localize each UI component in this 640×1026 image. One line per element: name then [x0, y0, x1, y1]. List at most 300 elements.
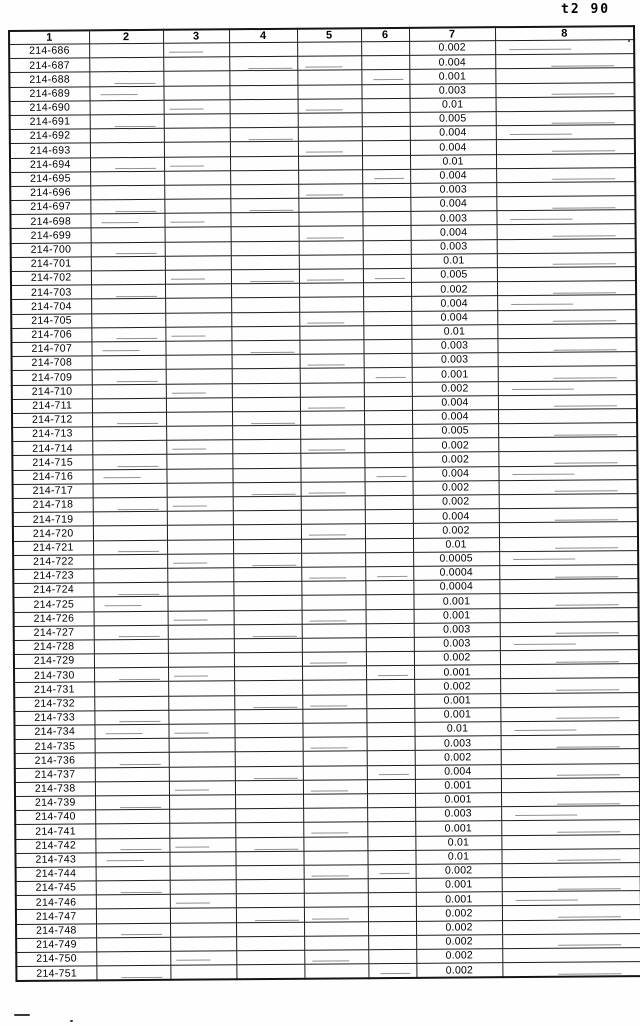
empty-cell	[169, 752, 235, 767]
empty-cell	[164, 100, 230, 115]
empty-cell	[230, 184, 298, 199]
specimen-id: 214-695	[10, 172, 90, 187]
empty-cell	[499, 536, 638, 551]
empty-cell	[169, 795, 235, 810]
empty-cell	[302, 709, 366, 724]
empty-cell	[229, 42, 297, 57]
empty-cell	[163, 43, 229, 58]
empty-cell	[169, 780, 235, 795]
specimen-id: 214-729	[14, 654, 94, 669]
empty-cell	[297, 70, 361, 85]
empty-cell	[498, 437, 637, 452]
empty-cell	[169, 809, 235, 824]
empty-cell	[363, 283, 411, 298]
empty-cell	[495, 54, 634, 69]
empty-cell	[91, 341, 165, 356]
empty-cell	[304, 921, 368, 936]
empty-cell	[501, 735, 640, 750]
empty-cell	[93, 568, 167, 583]
measurement-value: 0.003	[412, 353, 498, 368]
empty-cell	[367, 822, 415, 837]
empty-cell	[299, 325, 363, 340]
measurement-value: 0.002	[409, 41, 495, 56]
empty-cell	[230, 198, 298, 213]
empty-cell	[229, 85, 297, 100]
specimen-id: 214-705	[11, 313, 91, 328]
specimen-id: 214-696	[10, 186, 90, 201]
empty-cell	[166, 454, 232, 469]
specimen-id: 214-726	[14, 611, 94, 626]
empty-cell	[93, 582, 167, 597]
specimen-id: 214-716	[12, 469, 92, 484]
empty-cell	[497, 309, 636, 324]
empty-cell	[234, 638, 302, 653]
empty-cell	[362, 183, 410, 198]
measurement-value: 0.005	[410, 112, 496, 127]
empty-cell	[92, 384, 166, 399]
empty-cell	[234, 709, 302, 724]
measurement-value: 0.01	[413, 537, 499, 552]
empty-cell	[165, 256, 231, 271]
empty-cell	[92, 441, 166, 456]
empty-cell	[498, 408, 637, 423]
measurement-value: 0.001	[414, 693, 500, 708]
empty-cell	[233, 539, 301, 554]
empty-cell	[303, 765, 367, 780]
empty-cell	[236, 908, 304, 923]
measurement-value: 0.002	[416, 963, 502, 978]
empty-cell	[229, 56, 297, 71]
empty-cell	[302, 652, 366, 667]
empty-cell	[298, 98, 362, 113]
empty-cell	[235, 851, 303, 866]
measurement-value: 0.003	[414, 622, 500, 637]
measurement-value: 0.002	[411, 282, 497, 297]
empty-cell	[169, 851, 235, 866]
empty-cell	[231, 227, 299, 242]
specimen-id: 214-717	[13, 484, 93, 499]
measurement-value: 0.003	[415, 807, 501, 822]
empty-cell	[302, 666, 366, 681]
measurement-value: 0.004	[413, 509, 499, 524]
empty-cell	[502, 862, 640, 877]
empty-cell	[96, 880, 170, 895]
empty-cell	[93, 526, 167, 541]
empty-cell	[170, 880, 236, 895]
empty-cell	[502, 962, 640, 978]
specimen-id: 214-735	[15, 739, 95, 754]
empty-cell	[165, 284, 231, 299]
empty-cell	[298, 198, 362, 213]
measurement-value: 0.002	[412, 381, 498, 396]
specimen-id: 214-749	[16, 938, 96, 953]
empty-cell	[499, 494, 638, 509]
empty-cell	[167, 483, 233, 498]
empty-cell	[365, 510, 413, 525]
empty-cell	[299, 269, 363, 284]
specimen-id: 214-739	[15, 796, 95, 811]
scan-noise	[70, 1020, 73, 1022]
scan-noise	[628, 40, 630, 42]
measurement-value: 0.001	[416, 892, 502, 907]
empty-cell	[230, 99, 298, 114]
empty-cell	[235, 766, 303, 781]
empty-cell	[362, 197, 410, 212]
empty-cell	[91, 284, 165, 299]
empty-cell	[93, 483, 167, 498]
empty-cell	[496, 125, 635, 140]
empty-cell	[366, 722, 414, 737]
measurement-value: 0.004	[409, 55, 495, 70]
specimen-id: 214-697	[10, 200, 90, 215]
empty-cell	[235, 780, 303, 795]
empty-cell	[89, 57, 163, 72]
measurement-value: 0.002	[414, 679, 500, 694]
empty-cell	[234, 695, 302, 710]
empty-cell	[297, 56, 361, 71]
empty-cell	[168, 681, 234, 696]
specimen-id: 214-719	[13, 512, 93, 527]
empty-cell	[94, 696, 168, 711]
measurement-value: 0.001	[414, 665, 500, 680]
measurement-value: 0.01	[415, 849, 501, 864]
empty-cell	[300, 425, 364, 440]
empty-cell	[500, 650, 639, 665]
empty-cell	[233, 567, 301, 582]
measurement-value: 0.004	[410, 140, 496, 155]
empty-cell	[365, 524, 413, 539]
empty-cell	[93, 597, 167, 612]
empty-cell	[168, 710, 234, 725]
empty-cell	[298, 169, 362, 184]
empty-cell	[231, 298, 299, 313]
specimen-id: 214-744	[16, 867, 96, 882]
empty-cell	[166, 440, 232, 455]
empty-cell	[95, 852, 169, 867]
empty-cell	[300, 368, 364, 383]
measurement-value: 0.004	[412, 410, 498, 425]
measurement-value: 0.003	[410, 183, 496, 198]
measurement-value: 0.004	[410, 168, 496, 183]
empty-cell	[366, 680, 414, 695]
empty-cell	[229, 71, 297, 86]
empty-cell	[170, 866, 236, 881]
empty-cell	[236, 879, 304, 894]
empty-cell	[497, 338, 636, 353]
empty-cell	[96, 965, 170, 980]
specimen-id: 214-734	[14, 725, 94, 740]
empty-cell	[501, 806, 640, 821]
specimen-id: 214-688	[9, 72, 89, 87]
empty-cell	[364, 382, 412, 397]
empty-cell	[302, 609, 366, 624]
empty-cell	[165, 227, 231, 242]
empty-cell	[96, 895, 170, 910]
empty-cell	[235, 737, 303, 752]
specimen-id: 214-687	[9, 58, 89, 73]
empty-cell	[96, 866, 170, 881]
specimen-id: 214-723	[13, 569, 93, 584]
empty-cell	[363, 297, 411, 312]
specimen-id: 214-693	[10, 143, 90, 158]
empty-cell	[299, 311, 363, 326]
empty-cell	[170, 894, 236, 909]
empty-cell	[304, 936, 368, 951]
measurement-value: 0.003	[414, 637, 500, 652]
specimen-id: 214-711	[12, 399, 92, 414]
empty-cell	[300, 382, 364, 397]
empty-cell	[169, 823, 235, 838]
empty-cell	[502, 919, 640, 934]
empty-cell	[92, 398, 166, 413]
column-header: 2	[89, 30, 163, 44]
measurement-value: 0.0004	[413, 580, 499, 595]
empty-cell	[168, 695, 234, 710]
empty-cell	[94, 653, 168, 668]
empty-cell	[366, 637, 414, 652]
measurement-value: 0.01	[411, 324, 497, 339]
empty-cell	[299, 340, 363, 355]
empty-cell	[502, 905, 640, 920]
empty-cell	[91, 327, 165, 342]
empty-cell	[93, 554, 167, 569]
measurement-value: 0.002	[416, 906, 502, 921]
empty-cell	[90, 171, 164, 186]
empty-cell	[365, 566, 413, 581]
empty-cell	[91, 242, 165, 257]
empty-cell	[368, 964, 416, 979]
specimen-id: 214-699	[11, 228, 91, 243]
specimen-id: 214-709	[12, 370, 92, 385]
empty-cell	[166, 369, 232, 384]
measurement-value: 0.002	[416, 864, 502, 879]
empty-cell	[169, 837, 235, 852]
empty-cell	[168, 667, 234, 682]
specimen-id: 214-710	[12, 384, 92, 399]
empty-cell	[501, 763, 640, 778]
empty-cell	[498, 380, 637, 395]
empty-cell	[498, 451, 637, 466]
empty-cell	[367, 793, 415, 808]
empty-cell	[298, 184, 362, 199]
measurement-value: 0.01	[410, 154, 496, 169]
measurement-value: 0.01	[410, 97, 496, 112]
empty-cell	[94, 682, 168, 697]
empty-cell	[231, 312, 299, 327]
specimen-id: 214-698	[10, 214, 90, 229]
empty-cell	[502, 877, 640, 892]
empty-cell	[230, 113, 298, 128]
empty-cell	[365, 495, 413, 510]
specimen-id: 214-738	[15, 782, 95, 797]
empty-cell	[499, 479, 638, 494]
empty-cell	[166, 383, 232, 398]
measurement-value: 0.001	[416, 878, 502, 893]
empty-cell	[94, 625, 168, 640]
measurement-value: 0.0005	[413, 551, 499, 566]
measurement-value: 0.002	[416, 949, 502, 964]
empty-cell	[94, 724, 168, 739]
empty-cell	[361, 70, 409, 85]
specimen-id: 214-713	[12, 427, 92, 442]
empty-cell	[233, 496, 301, 511]
specimen-id: 214-745	[16, 881, 96, 896]
empty-cell	[301, 496, 365, 511]
empty-cell	[502, 933, 640, 948]
empty-cell	[163, 57, 229, 72]
empty-cell	[163, 71, 229, 86]
page-label: t2 90	[561, 2, 611, 17]
empty-cell	[92, 370, 166, 385]
empty-cell	[300, 453, 364, 468]
empty-cell	[303, 822, 367, 837]
empty-cell	[164, 185, 230, 200]
measurement-value: 0.001	[415, 821, 501, 836]
measurement-value: 0.002	[412, 452, 498, 467]
column-header: 1	[9, 30, 89, 44]
empty-cell	[363, 226, 411, 241]
empty-cell	[94, 611, 168, 626]
empty-cell	[96, 909, 170, 924]
empty-cell	[235, 823, 303, 838]
empty-cell	[166, 468, 232, 483]
specimen-id: 214-689	[9, 86, 89, 101]
specimen-id: 214-730	[14, 668, 94, 683]
measurement-value: 0.002	[416, 920, 502, 935]
measurement-value: 0.002	[413, 523, 499, 538]
empty-cell	[164, 170, 230, 185]
empty-cell	[234, 723, 302, 738]
empty-cell	[303, 779, 367, 794]
empty-cell	[167, 596, 233, 611]
empty-cell	[92, 355, 166, 370]
specimen-id: 214-712	[12, 413, 92, 428]
empty-cell	[368, 893, 416, 908]
measurement-value: 0.002	[415, 750, 501, 765]
empty-cell	[236, 936, 304, 951]
empty-cell	[95, 753, 169, 768]
empty-cell	[302, 723, 366, 738]
empty-cell	[496, 210, 635, 225]
measurement-value: 0.002	[412, 438, 498, 453]
measurement-value: 0.003	[410, 211, 496, 226]
specimen-id: 214-737	[15, 767, 95, 782]
empty-cell	[368, 935, 416, 950]
empty-cell	[90, 128, 164, 143]
empty-cell	[501, 749, 640, 764]
empty-cell	[92, 426, 166, 441]
empty-cell	[368, 864, 416, 879]
measurement-value: 0.004	[412, 395, 498, 410]
empty-cell	[363, 325, 411, 340]
measurement-value: 0.01	[415, 835, 501, 850]
empty-cell	[363, 339, 411, 354]
empty-cell	[502, 891, 640, 906]
empty-cell	[235, 837, 303, 852]
empty-cell	[95, 781, 169, 796]
empty-cell	[496, 111, 635, 126]
empty-cell	[90, 114, 164, 129]
empty-cell	[362, 126, 410, 141]
specimen-id: 214-722	[13, 555, 93, 570]
empty-cell	[232, 468, 300, 483]
empty-cell	[165, 241, 231, 256]
empty-cell	[297, 42, 361, 57]
empty-cell	[367, 751, 415, 766]
empty-cell	[236, 922, 304, 937]
empty-cell	[500, 692, 639, 707]
empty-cell	[94, 668, 168, 683]
empty-cell	[236, 893, 304, 908]
empty-cell	[230, 127, 298, 142]
empty-cell	[96, 951, 170, 966]
specimen-id: 214-733	[14, 711, 94, 726]
empty-cell	[497, 295, 636, 310]
specimen-id: 214-708	[12, 356, 92, 371]
empty-cell	[166, 397, 232, 412]
measurement-value: 0.01	[414, 722, 500, 737]
empty-cell	[498, 366, 637, 381]
measurement-value: 0.003	[409, 83, 495, 98]
empty-cell	[303, 808, 367, 823]
empty-cell	[170, 937, 236, 952]
empty-cell	[301, 510, 365, 525]
specimen-id: 214-706	[11, 328, 91, 343]
empty-cell	[233, 482, 301, 497]
specimen-id: 214-732	[14, 696, 94, 711]
empty-cell	[165, 341, 231, 356]
empty-cell	[231, 340, 299, 355]
empty-cell	[233, 596, 301, 611]
empty-cell	[304, 907, 368, 922]
empty-cell	[232, 411, 300, 426]
empty-cell	[300, 467, 364, 482]
empty-cell	[365, 481, 413, 496]
empty-cell	[231, 283, 299, 298]
empty-cell	[230, 156, 298, 171]
empty-cell	[367, 779, 415, 794]
specimen-id: 214-700	[11, 242, 91, 257]
empty-cell	[167, 568, 233, 583]
specimen-id: 214-707	[11, 342, 91, 357]
empty-cell	[364, 353, 412, 368]
empty-cell	[361, 41, 409, 56]
empty-cell	[498, 394, 637, 409]
empty-cell	[95, 838, 169, 853]
specimen-id: 214-692	[10, 129, 90, 144]
measurement-value: 0.002	[414, 651, 500, 666]
measurement-value: 0.003	[411, 339, 497, 354]
specimen-id: 214-701	[11, 257, 91, 272]
empty-cell	[234, 652, 302, 667]
empty-cell	[168, 724, 234, 739]
specimen-id: 214-728	[14, 640, 94, 655]
empty-cell	[362, 169, 410, 184]
empty-cell	[95, 738, 169, 753]
empty-cell	[95, 824, 169, 839]
empty-cell	[501, 848, 640, 863]
table-skew-wrap	[8, 25, 640, 982]
empty-cell	[167, 497, 233, 512]
empty-cell	[301, 552, 365, 567]
empty-cell	[366, 623, 414, 638]
empty-cell	[301, 482, 365, 497]
scan-noise	[14, 1014, 30, 1016]
empty-cell	[499, 522, 638, 537]
empty-cell	[168, 639, 234, 654]
empty-cell	[170, 908, 236, 923]
empty-cell	[304, 865, 368, 880]
